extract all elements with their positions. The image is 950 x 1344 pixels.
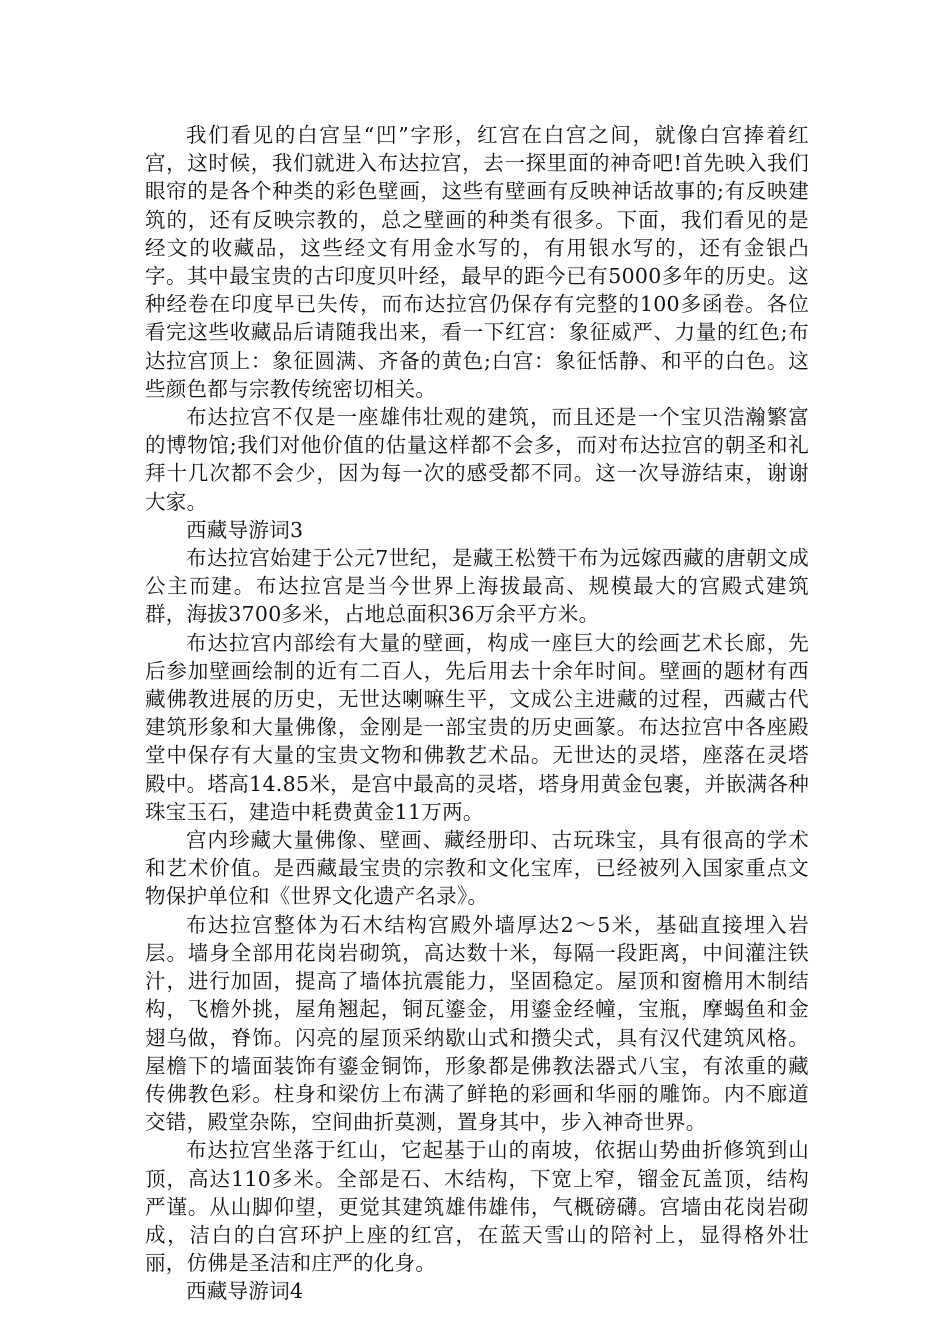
paragraph-structure: 布达拉宫整体为石木结构宫殿外墙厚达2～5米，基础直接埋入岩层。墙身全部用花岗岩砌筑，高达数十米，每隔一段距离，中间灌注铁汁，进行加固，提高了墙体抗震能力，坚固稳定。屋顶和窗檐用木制结构，飞檐外挑，屋角翘起，铜瓦鎏金，用鎏金经幢，宝瓶，摩蝎鱼和金翅乌做，脊饰。闪亮的屋顶采纳歇山式和攒尖式，具有汉代建筑风格。屋檐下的墙面装饰有鎏金铜饰，形象都是佛教法器式八宝，有浓重的藏传佛教色彩。柱身和梁仿上布满了鲜艳的彩画和华丽的雕饰。内不廊道交错，殿堂杂陈，空间曲折莫测，置身其中，步入神奇世界。 (145, 912, 809, 1135)
paragraph-red-hill: 布达拉宫坐落于红山，它起基于山的南坡，依据山势曲折修筑到山顶，高达110多米。全部是石、木结构，下宽上窄，镏金瓦盖顶，结构严谨。从山脚仰望，更觉其建筑雄伟雄伟，气概磅礴。宫墙由花岗岩砌成，洁白的白宫环护上座的红宫，在蓝天雪山的陪衬上，显得格外壮丽，仿佛是圣洁和庄严的化身。 (145, 1138, 809, 1276)
section-heading-3: 西藏导游词3 (186, 517, 304, 542)
paragraph-treasures: 宫内珍藏大量佛像、壁画、藏经册印、古玩珠宝，具有很高的学术和艺术价值。是西藏最宝贵的宗教和文化宝库，已经被列入国家重点文物保护单位和《世界文化遗产名录》。 (145, 828, 809, 909)
paragraph-white-palace: 我们看见的白宫呈“凹”字形，红宫在白宫之间，就像白宫捧着红宫，这时候，我们就进入布达拉宫，去一探里面的神奇吧!首先映入我们眼帘的是各个种类的彩色壁画，这些有壁画有反映神话故事的;有反映建筑的，还有反映宗教的，总之壁画的种类有很多。下面，我们看见的是经文的收藏品，这些经文有用金水写的，有用银水写的，还有金银凸字。其中最宝贵的古印度贝叶经，最早的距今已有5000多年的历史。这种经卷在印度早已失传，而布达拉宫仍保存有完整的100多函卷。各位看完这些收藏品后请随我出来，看一下红宫：象征威严、力量的红色;布达拉宫顶上：象征圆满、齐备的黄色;白宫：象征恬静、和平的白色。这些颜色都与宗教传统密切相关。 (145, 123, 809, 401)
document-body (145, 121, 809, 1306)
section-heading-4: 西藏导游词4 (186, 1279, 304, 1304)
paragraph-museum: 布达拉宫不仅是一座雄伟壮观的建筑，而且还是一个宝贝浩瀚繁富的博物馆;我们对他价值的估量这样都不会多，而对布达拉宫的朝圣和礼拜十几次都不会少，因为每一次的感受都不同。这一次导游结束，谢谢大家。 (145, 405, 809, 514)
paragraph-murals: 布达拉宫内部绘有大量的壁画，构成一座巨大的绘画艺术长廊，先后参加壁画绘制的近有二百人，先后用去十余年时间。壁画的题材有西藏佛教进展的历史，无世达喇嘛生平，文成公主进藏的过程，西藏古代建筑形象和大量佛像，金刚是一部宝贵的历史画篆。布达拉宫中各座殿堂中保存有大量的宝贵文物和佛教艺术品。无世达的灵塔，座落在灵塔殿中。塔高14.85米，是宫中最高的灵塔，塔身用黄金包裹，并嵌满各种珠宝玉石，建造中耗费黄金11万两。 (145, 630, 809, 824)
paragraph-history: 布达拉宫始建于公元7世纪，是藏王松赞干布为远嫁西藏的唐朝文成公主而建。布达拉宫是当今世界上海拔最高、规模最大的宫殿式建筑群，海拔3700多米，占地总面积36万余平方米。 (145, 546, 809, 627)
